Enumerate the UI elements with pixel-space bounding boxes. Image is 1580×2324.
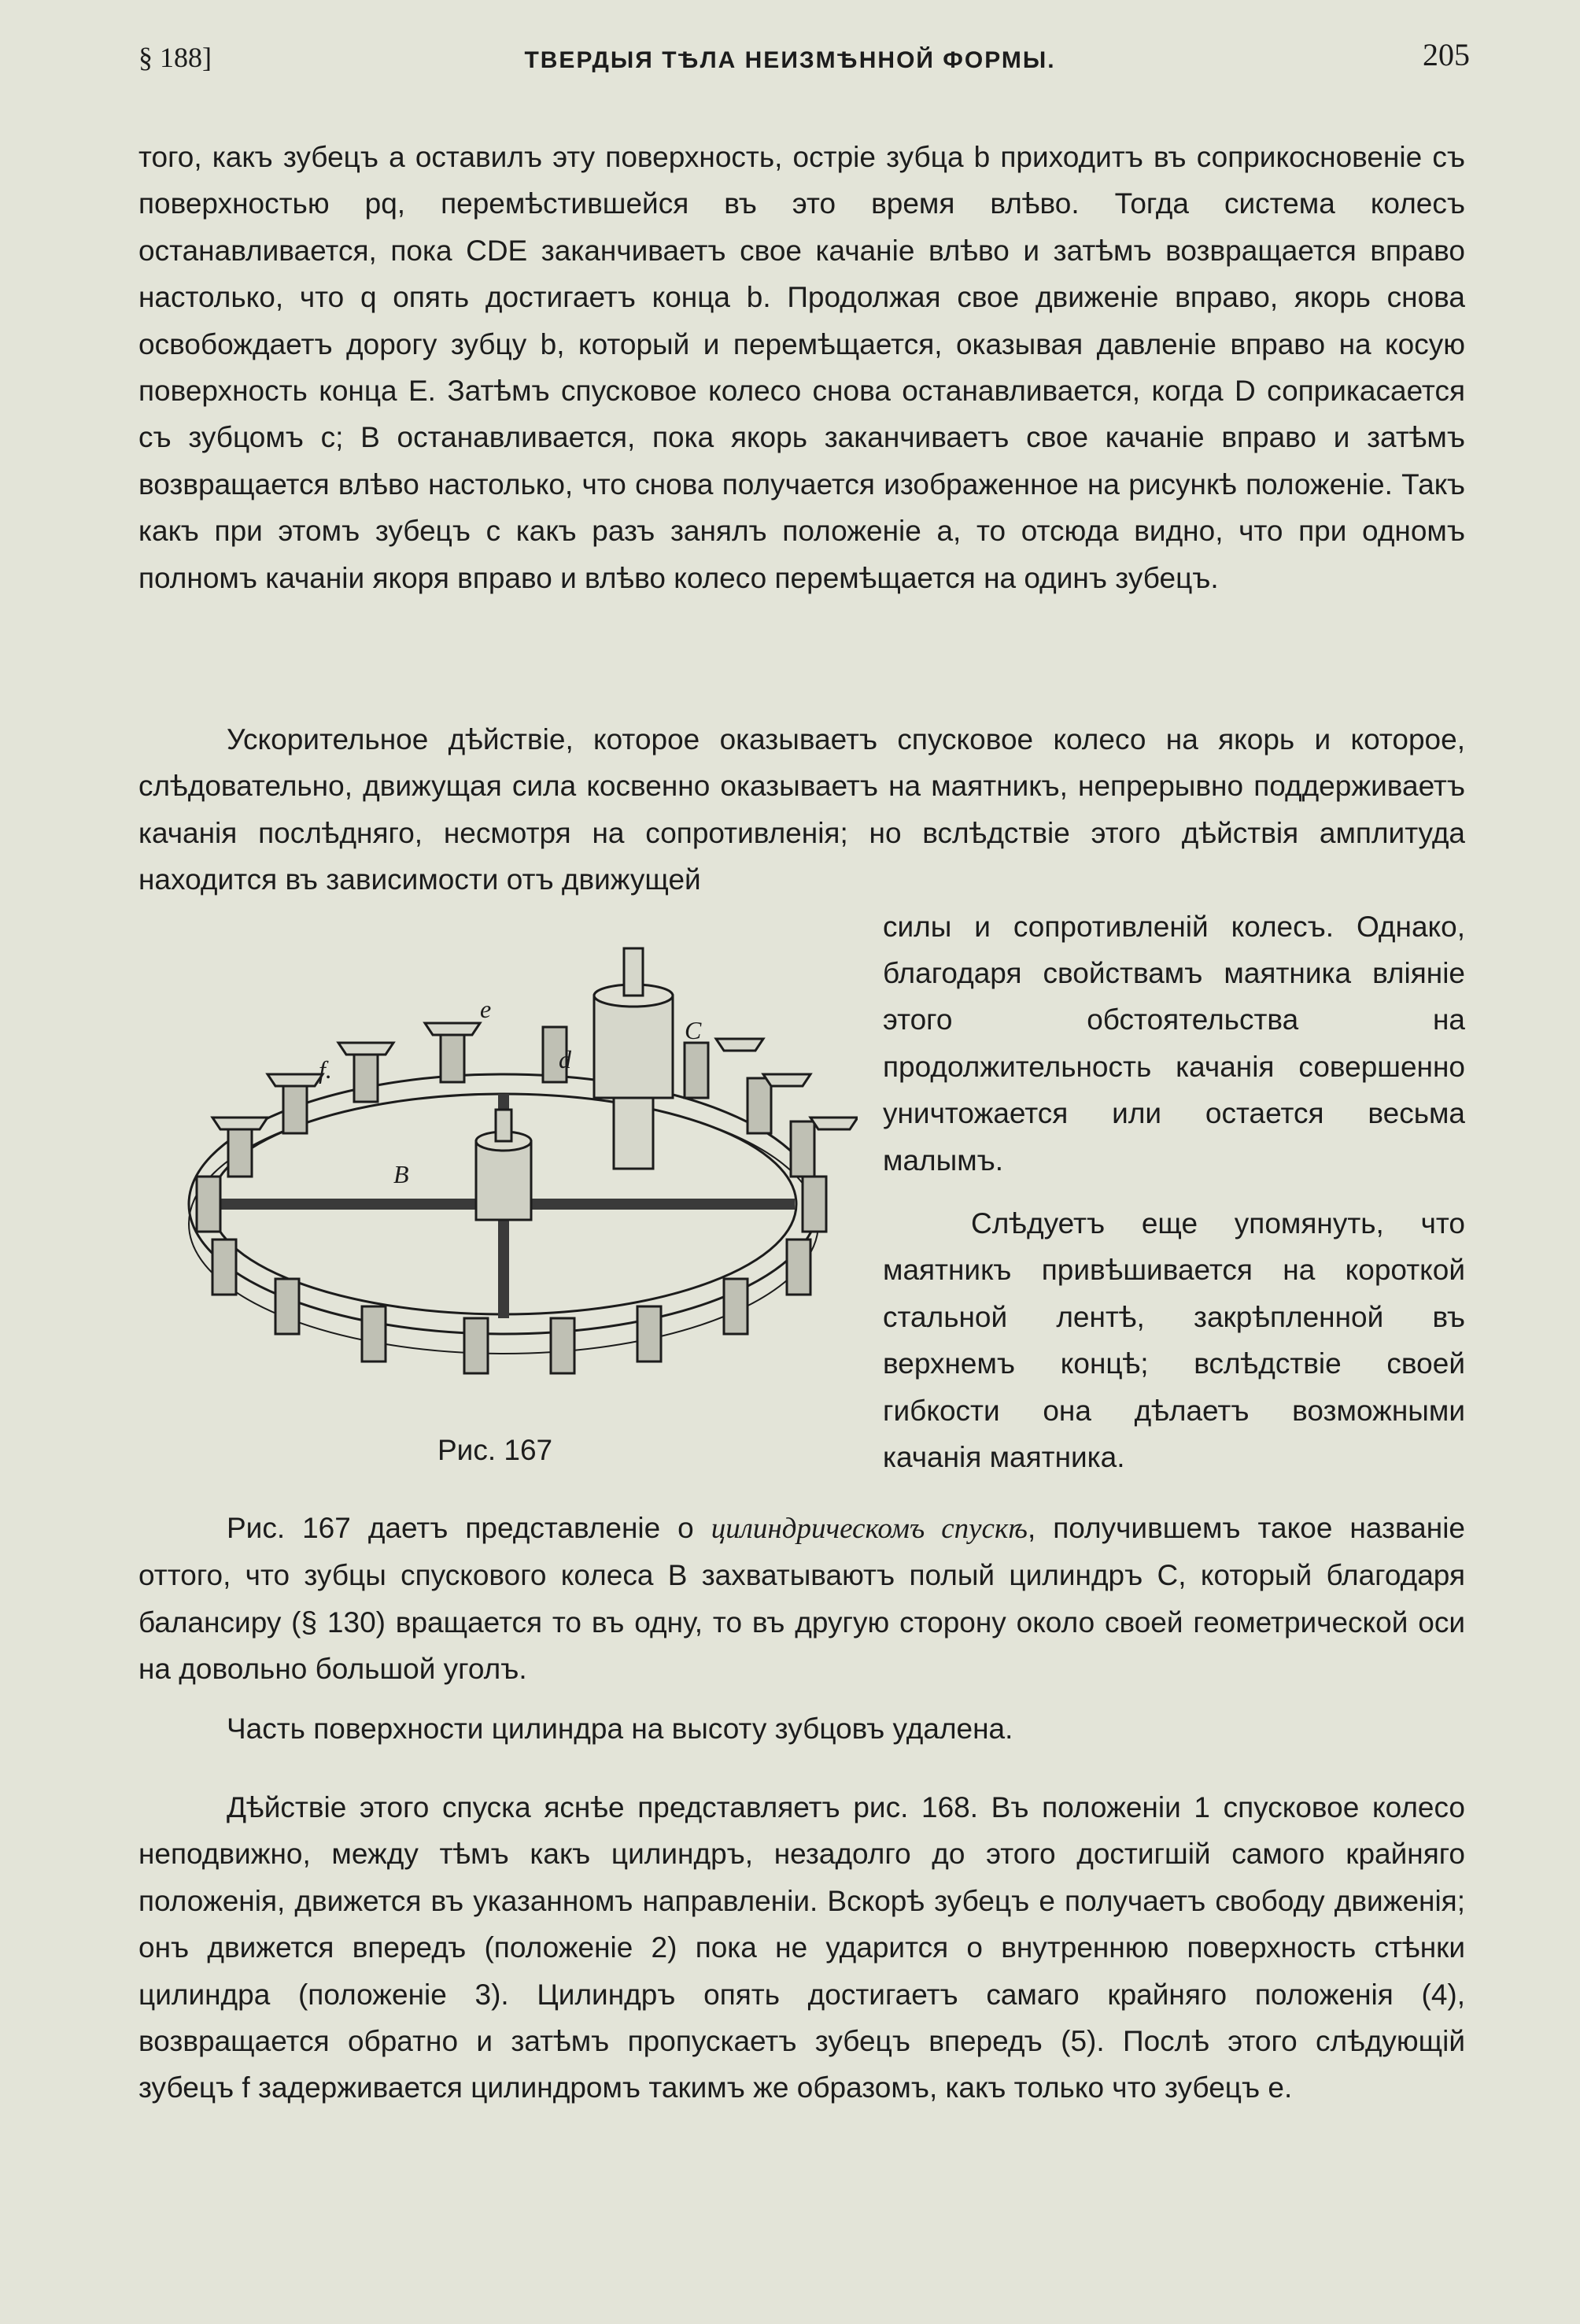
paragraph-anchor-mechanism <box>138 134 1465 601</box>
cylinder-axle <box>624 948 643 996</box>
paragraph-text: Часть поверхности цилиндра на высоту зубцовъ удалена. <box>227 1713 1013 1745</box>
paragraph-text <box>138 1505 1465 1693</box>
figure-label-f: f. <box>319 1055 332 1084</box>
figure-caption: Рис. 167 <box>437 1434 553 1466</box>
paragraph-text-post: , получившемъ такое названіе оттого, что зубцы спускового колеса B захватываютъ полый цилиндръ C, который благодаря балансиру (§ 130) вращается то въ одну, то въ другую сторону около своей геометрической оси на довольно большой уголъ. <box>138 1512 1465 1686</box>
figure-label-d: d <box>559 1045 571 1073</box>
cylinder-lower-axle <box>614 1098 653 1169</box>
cylinder-escapement-figure <box>165 940 858 1381</box>
term-cylinder-escapement: цилиндрическомъ спускѣ <box>711 1513 1028 1545</box>
paragraph-text-pre: Рис. 167 даетъ представленіе о <box>227 1512 711 1544</box>
page-number: 205 <box>1423 37 1470 72</box>
paragraph-text: Дѣйствіе этого спуска яснѣе представляетъ рис. 168. Въ положеніи 1 спусковое колесо неподвижно, между тѣмъ какъ цилиндръ, незадолго до этого достигшій самого крайняго положенія, движется въ указанномъ направленіи. Вскорѣ зубецъ e получаетъ свободу движенія; онъ движется впередъ (положеніе 2) пока не ударится о внутреннюю поверхность стѣнки цилиндра (положеніе 3). Цилиндръ опять достигаетъ самаго крайняго положенія (4), возвращается обратно и затѣмъ пропускаетъ зубецъ впередъ (5). Послѣ этого слѣдующій зубецъ f задерживается цилиндромъ такимъ же образомъ, какъ только что зубецъ e. <box>138 1791 1465 2104</box>
figure-label-e: e <box>480 995 492 1023</box>
cylinder <box>594 996 673 1098</box>
figure-label-c: C <box>685 1016 702 1044</box>
wheel-arbor <box>496 1110 511 1141</box>
figure-label-b: B <box>393 1160 409 1188</box>
paragraph-text-beside-figure: силы и сопротивленій колесъ. Однако, благодаря свойствамъ маятника вліяніе этого обстоятельства на продолжительность качанія совершенно уничтожается или остается весьма малымъ. <box>883 910 1465 1177</box>
section-marker: § 188] <box>138 42 212 73</box>
running-title: ТВЕРДЫЯ ТѢЛА НЕИЗМѢННОЙ ФОРМЫ. <box>524 47 1056 73</box>
paragraph-cylinder-surface <box>138 1705 1465 1752</box>
paragraph-text: Слѣдуетъ еще упомянуть, что маятникъ привѣшивается на короткой стальной лентѣ, закрѣпленной въ верхнемъ концѣ; вслѣдствіе своей гибкости она дѣлаетъ возможными качанія маятника. <box>883 1207 1465 1474</box>
paragraph-escapement-action <box>138 1784 1465 2112</box>
paragraph-text: того, какъ зубецъ a оставилъ эту поверхность, остріе зубца b приходитъ въ соприкосновеніе съ поверхностью pq, перемѣстившейся въ это время влѣво. Тогда система колесъ останавливается, пока CDE заканчиваетъ свое качаніе влѣво и затѣмъ возвращается вправо настолько, что q опять достигаетъ конца b. Продолжая свое движеніе вправо, якорь снова освобождаетъ дорогу зубцу b, который и перемѣщается, оказывая давленіе вправо на косую поверхность конца E. Затѣмъ спусковое колесо снова останавливается, когда D соприкасается съ зубцомъ c; B останавливается, пока якорь заканчиваетъ свое качаніе вправо и затѣмъ возвращается влѣво настолько, что снова получается изображенное на рисункѣ положеніе. Такъ какъ при этомъ зубецъ c какъ разъ занялъ положеніе a, то отсюда видно, что при одномъ полномъ качаніи якоря вправо и влѣво колесо перемѣщается на одинъ зубецъ. <box>138 141 1465 594</box>
paragraph-text-full-width: Ускорительное дѣйствіе, которое оказываетъ спусковое колесо на якорь и которое, слѣдовательно, движущая сила косвенно оказываетъ на маятникъ, непрерывно поддерживаетъ качанія послѣдняго, несмотря на сопротивленія; но вслѣдствіе этого дѣйствія амплитуда находится въ зависимости отъ движущей <box>138 723 1465 896</box>
paragraph-cylinder-escapement <box>138 1505 1465 1693</box>
wheel-hub <box>476 1141 531 1220</box>
